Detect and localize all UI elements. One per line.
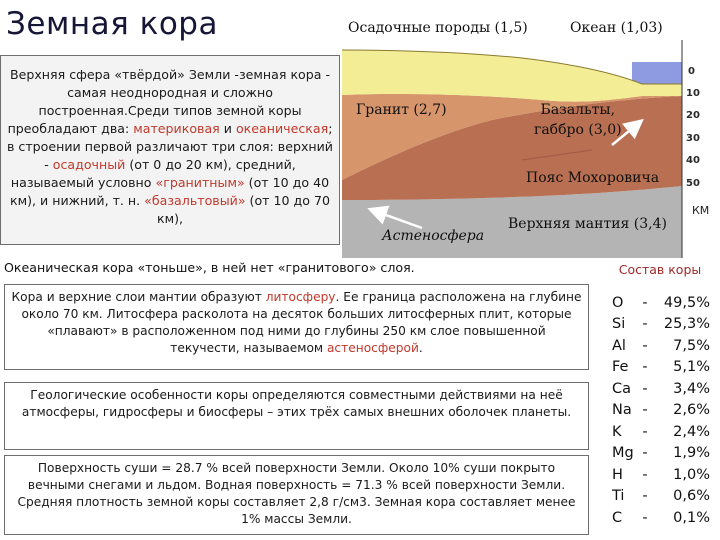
composition-row: O - 49,5% — [612, 292, 716, 314]
composition-row: H - 1,0% — [612, 464, 716, 486]
element-symbol: Mg — [612, 445, 634, 462]
term-oceanic: океаническая — [235, 121, 329, 136]
label-granite: Гранит (2,7) — [356, 102, 447, 118]
intro-text-box — [0, 55, 340, 245]
intro-text-2: ; в строении первой различают три слоя: верхний - — [6, 121, 333, 172]
oceanic-crust-note: Океаническая кора «тоньше», в ней нет «гранитового» слоя. — [4, 260, 415, 275]
composition-row: Ca - 3,4% — [612, 378, 716, 400]
lithosphere-text-2: . Ее граница расположена на глубине около 70 км. Литосфера расколота на десяток больших литосферных плит, которые «плавают» в расположенном под ними до глубины 250 км слое повышенной текучести, называемом — [21, 290, 582, 355]
element-symbol: Fe — [612, 359, 629, 376]
depth-tick-0: 0 — [688, 66, 695, 77]
depth-tick-10: 10 — [686, 88, 700, 99]
label-upper-mantle: Верхняя мантия (3,4) — [508, 216, 667, 232]
composition-list — [612, 292, 716, 529]
element-symbol: Na — [612, 402, 632, 419]
lithosphere-text-box — [4, 284, 589, 370]
crust-diagram — [342, 0, 720, 258]
term-basalt: «базальтовый» — [144, 193, 246, 208]
intro-text-1: Верхняя сфера «твёрдой» Земли -земная кора - самая неоднородная и сложно построенная.Среди типов земной коры преобладают два: — [7, 67, 331, 136]
element-percent: 5,1% — [673, 359, 710, 376]
depth-unit: КМ — [692, 204, 710, 217]
term-asthenosphere: астеносферой — [326, 341, 419, 355]
element-symbol: Ca — [612, 380, 632, 397]
composition-row: Al - 7,5% — [612, 335, 716, 357]
element-percent: 3,4% — [673, 380, 710, 397]
page-title: Земная кора — [6, 6, 218, 42]
element-percent: 2,4% — [673, 423, 710, 440]
element-symbol: Al — [612, 337, 626, 354]
composition-row: Na - 2,6% — [612, 400, 716, 422]
element-percent: 2,6% — [673, 402, 710, 419]
composition-row: Fe - 5,1% — [612, 357, 716, 379]
surface-text-box: Поверхность суши = 28.7 % всей поверхности Земли. Около 10% суши покрыто вечными снегами и льдом. Водная поверхность = 71.3 % всей поверхности Земли. Средняя плотность земной коры составляет 2,8 г/см3. Земная кора составляет менее 1% массы Земли. — [4, 455, 589, 535]
element-symbol: K — [612, 423, 622, 440]
element-symbol: Si — [612, 316, 626, 333]
label-basalt-line1: Базальты, — [540, 102, 616, 118]
lithosphere-text-3: . — [418, 341, 423, 355]
label-sediment: Осадочные породы (1,5) — [348, 20, 528, 36]
element-symbol: C — [612, 509, 623, 526]
label-basalt — [534, 100, 622, 140]
label-ocean: Океан (1,03) — [570, 20, 663, 36]
intro-text-3: (от 0 до 20 км), средний, называемый условно — [10, 157, 296, 190]
intro-text-5: (от 10 до 70 км), — [156, 193, 330, 226]
ocean-layer — [632, 62, 682, 84]
element-symbol: O — [612, 294, 624, 311]
depth-tick-50: 50 — [686, 178, 700, 189]
element-percent: 0,6% — [673, 488, 710, 505]
element-percent: 1,9% — [673, 445, 710, 462]
depth-tick-30: 30 — [686, 133, 700, 144]
element-percent: 0,1% — [673, 509, 710, 526]
term-granite: «гранитным» — [155, 175, 245, 190]
lithosphere-text-1: Кора и верхние слои мантии образуют — [11, 290, 266, 304]
composition-row: C - 0,1% — [612, 507, 716, 529]
element-symbol: Ti — [612, 488, 625, 505]
element-percent: 1,0% — [673, 466, 710, 483]
sediment-layer — [342, 50, 682, 102]
element-percent: 25,3% — [663, 316, 710, 333]
element-percent: 7,5% — [673, 337, 710, 354]
composition-row: Ti - 0,6% — [612, 486, 716, 508]
depth-tick-40: 40 — [686, 155, 700, 166]
label-asthenosphere: Астеносфера — [382, 228, 485, 244]
composition-title: Состав коры — [618, 262, 702, 277]
element-percent: 49,5% — [663, 294, 710, 311]
intro-text-and: и — [219, 121, 236, 136]
composition-row: K - 2,4% — [612, 421, 716, 443]
depth-tick-20: 20 — [686, 110, 700, 121]
geology-text-box: Геологические особенности коры определяются совместными действиями на неё атмосферы, гидросферы и биосферы – этих трёх самых внешних оболочек планеты. — [4, 382, 589, 450]
term-sedimentary: осадочный — [52, 157, 126, 172]
label-moho: Пояс Мохоровича — [526, 170, 660, 186]
composition-row: Si - 25,3% — [612, 314, 716, 336]
term-continental: материковая — [133, 121, 220, 136]
intro-text-4: (от 10 до 40 км), и нижний, т. н. — [10, 175, 330, 208]
composition-row: Mg - 1,9% — [612, 443, 716, 465]
label-basalt-line2: габбро (3,0) — [534, 122, 622, 138]
term-lithosphere: литосферу — [265, 290, 336, 304]
element-symbol: H — [612, 466, 623, 483]
